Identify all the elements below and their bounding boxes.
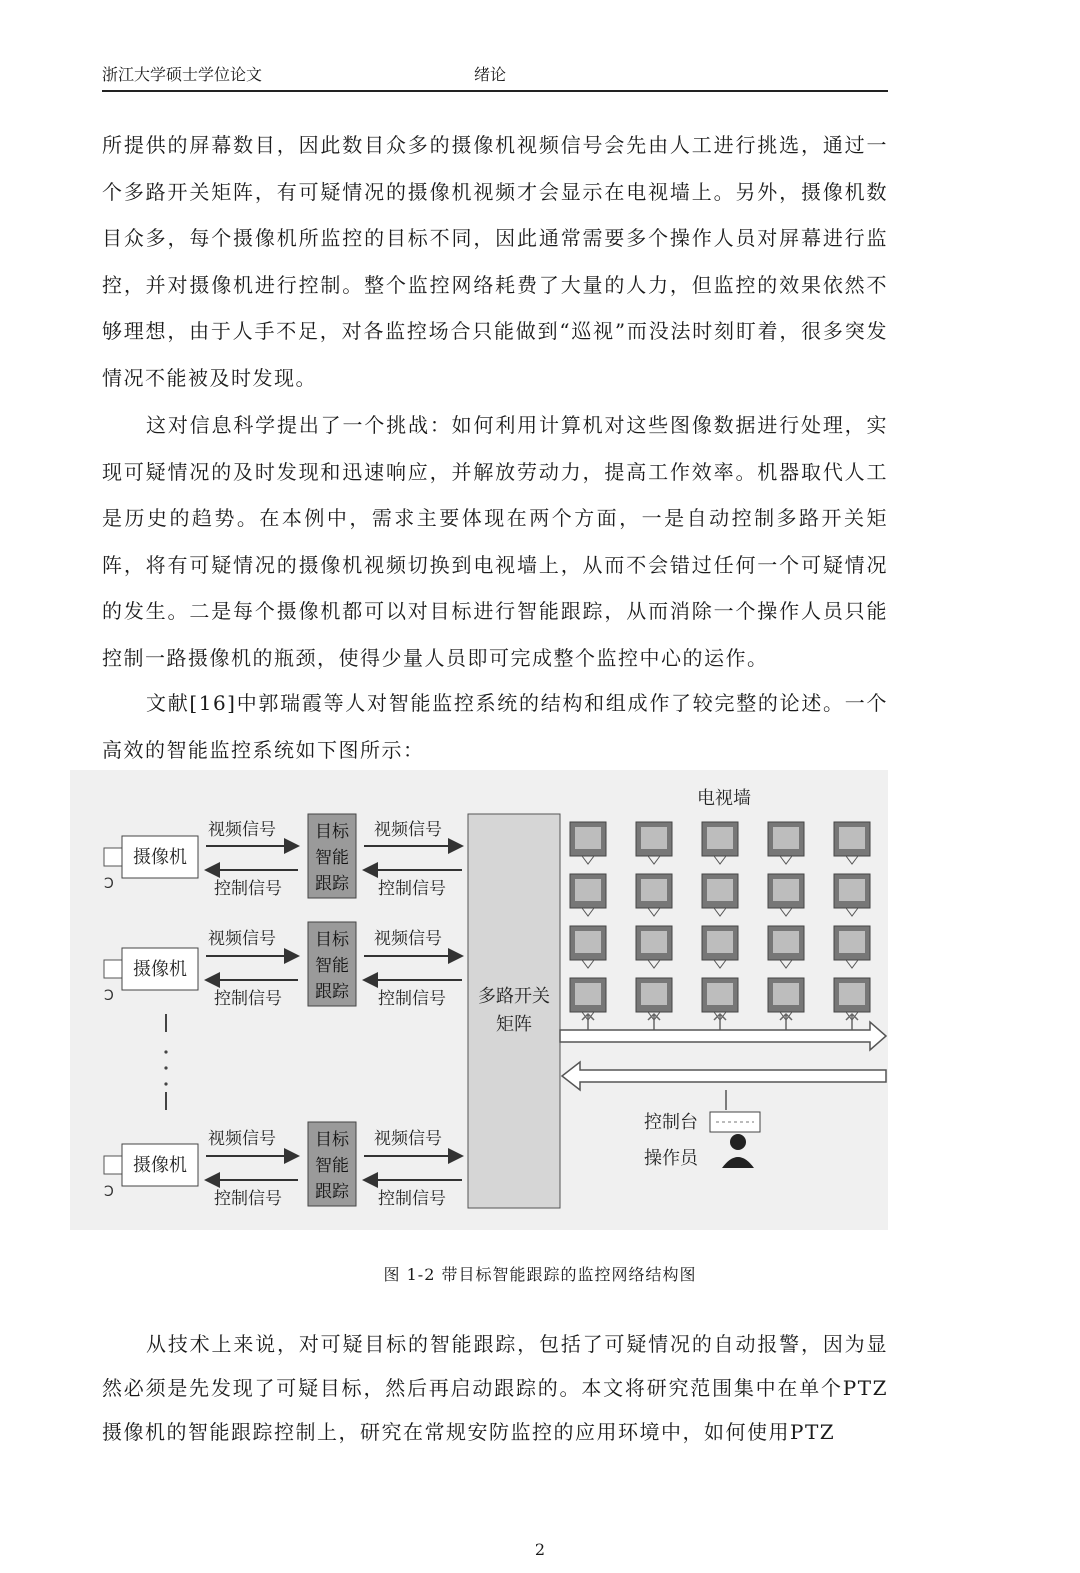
camera-body-square [104,1156,122,1174]
camera-row-1 [104,814,462,899]
tracker-label-2: 智能 [315,848,349,868]
tv-monitor-icon [636,874,672,916]
camera-body-square [104,848,122,866]
tv-monitor-icon [834,822,870,864]
operator-label: 操作员 [644,1148,698,1169]
camera-label: 摄像机 [133,1155,187,1176]
matrix-label-2: 矩阵 [496,1014,532,1035]
console-icon [710,1112,760,1132]
tracker-label-2: 智能 [315,956,349,976]
figure-caption: 图 1-2 带目标智能跟踪的监控网络结构图 [383,1265,697,1284]
camera-lens-icon: Ͻ [104,876,114,892]
video-signal-label: 视频信号 [208,929,276,949]
tv-monitor-icon [570,822,606,864]
camera-lens-icon: Ͻ [104,988,114,1004]
header-thesis-title: 浙江大学硕士学位论文 [102,65,263,84]
tv-feed-arrow [846,1014,858,1030]
control-signal-label: 控制信号 [378,989,446,1009]
ellipsis-marker [164,1014,167,1110]
tracker-label-1: 目标 [315,930,349,950]
control-signal-label: 控制信号 [378,1189,446,1209]
tv-monitor-icon [768,874,804,916]
tracker-label-1: 目标 [315,1130,349,1150]
tv-feed-arrow [714,1014,726,1030]
control-signal-label: 控制信号 [214,989,282,1009]
tv-feed-arrow [648,1014,660,1030]
paragraph-1-text: 所提供的屏幕数目，因此数目众多的摄像机视频信号会先由人工进行挑选，通过一个多路开关矩阵，有可疑情况的摄像机视频才会显示在电视墙上。另外，摄像机数目众多，每个摄像机所监控的目标不同，因此通常需要多个操作人员对屏幕进行监控，并对摄像机进行控制。整个监控网络耗费了大量的人力，但监控的效果依然不够理想，由于人手不足，对各监控场合只能做到“巡视”而没法时刻盯着，很多突发情况不能被及时发现。 [102,133,888,390]
tv-monitor-icon [834,874,870,916]
matrix-label-1: 多路开关 [478,986,550,1007]
tv-monitor-icon [834,926,870,968]
control-signal-label: 控制信号 [214,879,282,899]
tv-monitor-icon [768,926,804,968]
paragraph-3 [102,680,888,773]
tv-monitor-icon [768,822,804,864]
tracker-label-3: 跟踪 [315,1182,349,1202]
camera-row-3 [104,1122,462,1209]
paragraph-4-text: 从技术上来说，对可疑目标的智能跟踪，包括了可疑情况的自动报警，因为显然必须是先发现了可疑目标，然后再启动跟踪的。本文将研究范围集中在单个PTZ摄像机的智能跟踪控制上，研究在常规安防监控的应用环境中，如何使用PTZ [102,1332,888,1444]
tv-monitor-icon [570,874,606,916]
tv-wall [570,822,870,1030]
tv-feed-arrow [780,1014,792,1030]
video-signal-label: 视频信号 [208,1129,276,1149]
page-number: 2 [534,1540,546,1559]
tv-monitor-icon [702,926,738,968]
tv-monitor-icon [570,926,606,968]
camera-body-square [104,960,122,978]
outgoing-bus-arrow [560,1022,886,1050]
camera-label: 摄像机 [133,847,187,868]
surveillance-network-figure [70,770,888,1230]
tv-wall-label: 电视墙 [697,788,751,809]
control-signal-label: 控制信号 [378,879,446,899]
tracker-label-2: 智能 [315,1156,349,1176]
tv-monitor-icon [636,926,672,968]
paragraph-2-text: 这对信息科学提出了一个挑战：如何利用计算机对这些图像数据进行处理，实现可疑情况的及时发现和迅速响应，并解放劳动力，提高工作效率。机器取代人工是历史的趋势。在本例中，需求主要体现在两个方面，一是自动控制多路开关矩阵，将有可疑情况的摄像机视频切换到电视墙上，从而不会错过任何一个可疑情况的发生。二是每个摄像机都可以对目标进行智能跟踪，从而消除一个操作人员只能控制一路摄像机的瓶颈，使得少量人员即可完成整个监控中心的运作。 [102,413,888,670]
tv-monitor-icon [636,822,672,864]
paragraph-1 [102,122,888,401]
operator-icon [722,1134,754,1168]
paragraph-4 [102,1322,888,1454]
video-signal-label: 视频信号 [374,1129,442,1149]
header-chapter-title: 绪论 [474,65,507,84]
tv-monitor-icon [702,874,738,916]
tracker-label-3: 跟踪 [315,874,349,894]
console-label: 控制台 [644,1112,698,1133]
camera-label: 摄像机 [133,959,187,980]
camera-lens-icon: Ͻ [104,1184,114,1200]
matrix-switch-box [468,814,560,1208]
tracker-label-3: 跟踪 [315,982,349,1002]
figure-diagram [70,770,888,1230]
video-signal-label: 视频信号 [374,820,442,840]
tracker-label-1: 目标 [315,822,349,842]
video-signal-label: 视频信号 [208,820,276,840]
tv-monitor-icon [702,822,738,864]
paragraph-3-text: 文献[16]中郭瑞霞等人对智能监控系统的结构和组成作了较完整的论述。一个高效的智能监控系统如下图所示： [102,691,888,762]
page-header [102,62,888,92]
control-signal-label: 控制信号 [214,1189,282,1209]
incoming-bus-arrow [562,1062,886,1090]
video-signal-label: 视频信号 [374,929,442,949]
tv-feed-arrow [582,1014,594,1030]
paragraph-2 [102,402,888,681]
camera-row-2 [104,922,462,1009]
